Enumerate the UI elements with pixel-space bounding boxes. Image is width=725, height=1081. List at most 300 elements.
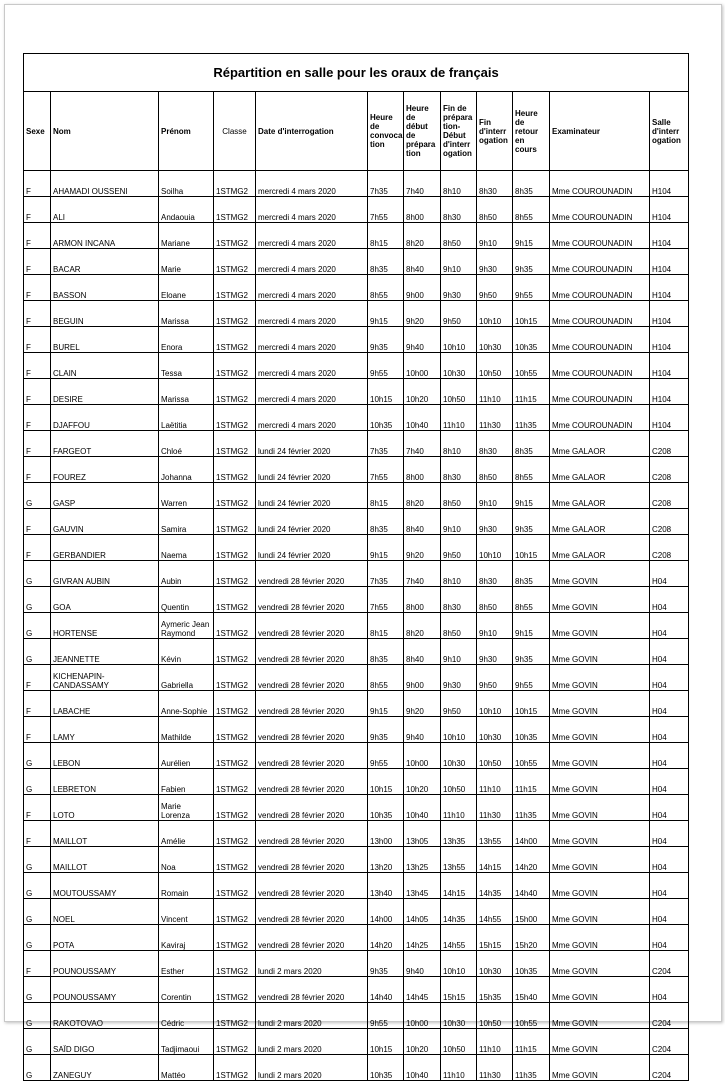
cell-convocation: 9h15 bbox=[368, 301, 404, 327]
cell-classe: 1STMG2 bbox=[214, 483, 256, 509]
cell-fin-preparation: 9h50 bbox=[441, 535, 477, 561]
cell-convocation: 7h55 bbox=[368, 587, 404, 613]
cell-nom: POUNOUSSAMY bbox=[51, 977, 159, 1003]
cell-convocation: 13h40 bbox=[368, 873, 404, 899]
cell-debut-preparation: 8h00 bbox=[404, 587, 441, 613]
cell-salle: H04 bbox=[650, 847, 689, 873]
cell-retour: 11h35 bbox=[513, 405, 550, 431]
cell-fin-interrogation: 10h30 bbox=[477, 327, 513, 353]
cell-fin-preparation: 9h50 bbox=[441, 301, 477, 327]
cell-fin-preparation: 8h30 bbox=[441, 457, 477, 483]
cell-nom: MOUTOUSSAMY bbox=[51, 873, 159, 899]
column-header: Fin d'interr ogation bbox=[477, 92, 513, 171]
cell-convocation: 9h55 bbox=[368, 353, 404, 379]
column-header: Prénom bbox=[159, 92, 214, 171]
table-row bbox=[24, 509, 689, 535]
cell-nom: GOA bbox=[51, 587, 159, 613]
cell-classe: 1STMG2 bbox=[214, 743, 256, 769]
cell-date: vendredi 28 février 2020 bbox=[256, 899, 368, 925]
cell-date: lundi 24 février 2020 bbox=[256, 509, 368, 535]
table-row bbox=[24, 171, 689, 197]
cell-fin-preparation: 10h10 bbox=[441, 717, 477, 743]
table-row bbox=[24, 431, 689, 457]
cell-nom: GASP bbox=[51, 483, 159, 509]
cell-convocation: 7h55 bbox=[368, 197, 404, 223]
cell-date: vendredi 28 février 2020 bbox=[256, 769, 368, 795]
cell-fin-interrogation: 11h30 bbox=[477, 405, 513, 431]
cell-fin-preparation: 10h50 bbox=[441, 1029, 477, 1055]
table-row bbox=[24, 327, 689, 353]
cell-salle: H104 bbox=[650, 327, 689, 353]
cell-convocation: 8h15 bbox=[368, 613, 404, 639]
cell-classe: 1STMG2 bbox=[214, 1029, 256, 1055]
cell-salle: H04 bbox=[650, 691, 689, 717]
cell-date: lundi 24 février 2020 bbox=[256, 535, 368, 561]
cell-fin-preparation: 10h50 bbox=[441, 379, 477, 405]
cell-debut-preparation: 13h25 bbox=[404, 847, 441, 873]
cell-fin-preparation: 15h15 bbox=[441, 977, 477, 1003]
cell-convocation: 9h15 bbox=[368, 691, 404, 717]
cell-fin-interrogation: 10h50 bbox=[477, 1003, 513, 1029]
cell-fin-interrogation: 10h10 bbox=[477, 691, 513, 717]
cell-date: vendredi 28 février 2020 bbox=[256, 847, 368, 873]
cell-salle: H04 bbox=[650, 977, 689, 1003]
table-row bbox=[24, 613, 689, 639]
cell-debut-preparation: 10h20 bbox=[404, 379, 441, 405]
cell-fin-interrogation: 8h30 bbox=[477, 171, 513, 197]
cell-classe: 1STMG2 bbox=[214, 535, 256, 561]
cell-debut-preparation: 9h20 bbox=[404, 691, 441, 717]
title-row bbox=[24, 54, 689, 92]
cell-retour: 11h15 bbox=[513, 769, 550, 795]
cell-fin-preparation: 13h35 bbox=[441, 821, 477, 847]
cell-salle: C204 bbox=[650, 1029, 689, 1055]
cell-examinateur: Mme GALAOR bbox=[550, 535, 650, 561]
table-row bbox=[24, 925, 689, 951]
cell-fin-interrogation: 8h50 bbox=[477, 587, 513, 613]
cell-fin-preparation: 8h50 bbox=[441, 483, 477, 509]
cell-prenom: Aubin bbox=[159, 561, 214, 587]
cell-debut-preparation: 10h00 bbox=[404, 743, 441, 769]
cell-examinateur: Mme GOVIN bbox=[550, 743, 650, 769]
cell-fin-interrogation: 9h50 bbox=[477, 665, 513, 691]
table-row bbox=[24, 717, 689, 743]
cell-fin-interrogation: 10h10 bbox=[477, 301, 513, 327]
table-row bbox=[24, 899, 689, 925]
cell-fin-interrogation: 10h30 bbox=[477, 717, 513, 743]
cell-fin-interrogation: 8h50 bbox=[477, 457, 513, 483]
cell-classe: 1STMG2 bbox=[214, 275, 256, 301]
cell-retour: 9h55 bbox=[513, 275, 550, 301]
cell-nom: FARGEOT bbox=[51, 431, 159, 457]
cell-debut-preparation: 9h40 bbox=[404, 717, 441, 743]
cell-nom: LOTO bbox=[51, 795, 159, 821]
cell-fin-preparation: 9h10 bbox=[441, 639, 477, 665]
cell-convocation: 10h35 bbox=[368, 405, 404, 431]
cell-nom: NOEL bbox=[51, 899, 159, 925]
cell-examinateur: Mme COUROUNADIN bbox=[550, 301, 650, 327]
cell-fin-preparation: 11h10 bbox=[441, 795, 477, 821]
cell-examinateur: Mme COUROUNADIN bbox=[550, 379, 650, 405]
cell-sexe: F bbox=[24, 405, 51, 431]
cell-convocation: 14h20 bbox=[368, 925, 404, 951]
cell-retour: 11h15 bbox=[513, 379, 550, 405]
cell-fin-interrogation: 11h30 bbox=[477, 1055, 513, 1081]
table-row bbox=[24, 249, 689, 275]
cell-debut-preparation: 8h00 bbox=[404, 197, 441, 223]
column-header: Classe bbox=[214, 92, 256, 171]
table-row bbox=[24, 795, 689, 821]
cell-date: lundi 2 mars 2020 bbox=[256, 1003, 368, 1029]
cell-examinateur: Mme GOVIN bbox=[550, 873, 650, 899]
cell-retour: 8h55 bbox=[513, 587, 550, 613]
cell-debut-preparation: 8h00 bbox=[404, 457, 441, 483]
cell-convocation: 13h00 bbox=[368, 821, 404, 847]
cell-nom: ALI bbox=[51, 197, 159, 223]
cell-fin-preparation: 10h10 bbox=[441, 327, 477, 353]
cell-salle: H104 bbox=[650, 249, 689, 275]
cell-nom: CLAIN bbox=[51, 353, 159, 379]
table-row bbox=[24, 665, 689, 691]
cell-retour: 11h15 bbox=[513, 1029, 550, 1055]
cell-nom: POTA bbox=[51, 925, 159, 951]
cell-date: mercredi 4 mars 2020 bbox=[256, 275, 368, 301]
cell-sexe: G bbox=[24, 743, 51, 769]
cell-sexe: G bbox=[24, 1029, 51, 1055]
cell-examinateur: Mme GOVIN bbox=[550, 795, 650, 821]
cell-examinateur: Mme GOVIN bbox=[550, 587, 650, 613]
cell-fin-preparation: 9h30 bbox=[441, 665, 477, 691]
cell-fin-interrogation: 8h50 bbox=[477, 197, 513, 223]
cell-debut-preparation: 9h00 bbox=[404, 275, 441, 301]
cell-date: mercredi 4 mars 2020 bbox=[256, 405, 368, 431]
cell-examinateur: Mme GOVIN bbox=[550, 665, 650, 691]
cell-date: lundi 24 février 2020 bbox=[256, 431, 368, 457]
cell-fin-preparation: 10h30 bbox=[441, 353, 477, 379]
table-row bbox=[24, 405, 689, 431]
cell-examinateur: Mme GOVIN bbox=[550, 561, 650, 587]
cell-date: vendredi 28 février 2020 bbox=[256, 977, 368, 1003]
cell-classe: 1STMG2 bbox=[214, 1003, 256, 1029]
cell-convocation: 8h55 bbox=[368, 275, 404, 301]
cell-retour: 10h35 bbox=[513, 951, 550, 977]
cell-classe: 1STMG2 bbox=[214, 561, 256, 587]
cell-date: vendredi 28 février 2020 bbox=[256, 613, 368, 639]
column-header: Date d'interrogation bbox=[256, 92, 368, 171]
cell-nom: LEBON bbox=[51, 743, 159, 769]
cell-classe: 1STMG2 bbox=[214, 223, 256, 249]
cell-debut-preparation: 8h40 bbox=[404, 639, 441, 665]
cell-date: vendredi 28 février 2020 bbox=[256, 925, 368, 951]
cell-debut-preparation: 7h40 bbox=[404, 431, 441, 457]
cell-convocation: 9h55 bbox=[368, 743, 404, 769]
cell-classe: 1STMG2 bbox=[214, 301, 256, 327]
column-header: Fin de prépara tion- Début d'interr ogation bbox=[441, 92, 477, 171]
cell-sexe: G bbox=[24, 769, 51, 795]
cell-classe: 1STMG2 bbox=[214, 821, 256, 847]
cell-sexe: G bbox=[24, 1003, 51, 1029]
cell-debut-preparation: 9h20 bbox=[404, 535, 441, 561]
document-title: Répartition en salle pour les oraux de français bbox=[24, 54, 689, 92]
cell-sexe: G bbox=[24, 639, 51, 665]
cell-retour: 8h55 bbox=[513, 197, 550, 223]
table-row bbox=[24, 587, 689, 613]
cell-salle: H104 bbox=[650, 171, 689, 197]
cell-examinateur: Mme COUROUNADIN bbox=[550, 223, 650, 249]
cell-salle: H04 bbox=[650, 743, 689, 769]
cell-convocation: 10h15 bbox=[368, 1029, 404, 1055]
cell-date: lundi 2 mars 2020 bbox=[256, 951, 368, 977]
column-header: Heure de retour en cours bbox=[513, 92, 550, 171]
cell-nom: BACAR bbox=[51, 249, 159, 275]
cell-fin-interrogation: 10h50 bbox=[477, 353, 513, 379]
cell-prenom: Marie bbox=[159, 249, 214, 275]
cell-retour: 8h35 bbox=[513, 431, 550, 457]
cell-sexe: G bbox=[24, 561, 51, 587]
cell-convocation: 10h35 bbox=[368, 1055, 404, 1081]
cell-retour: 8h55 bbox=[513, 457, 550, 483]
cell-sexe: F bbox=[24, 951, 51, 977]
cell-fin-preparation: 8h10 bbox=[441, 171, 477, 197]
cell-debut-preparation: 7h40 bbox=[404, 171, 441, 197]
cell-nom: DESIRE bbox=[51, 379, 159, 405]
cell-fin-interrogation: 11h10 bbox=[477, 379, 513, 405]
table-row bbox=[24, 197, 689, 223]
cell-nom: BEGUIN bbox=[51, 301, 159, 327]
cell-nom: LAMY bbox=[51, 717, 159, 743]
cell-sexe: G bbox=[24, 899, 51, 925]
cell-nom: DJAFFOU bbox=[51, 405, 159, 431]
table-row bbox=[24, 769, 689, 795]
cell-fin-preparation: 10h30 bbox=[441, 1003, 477, 1029]
cell-debut-preparation: 7h40 bbox=[404, 561, 441, 587]
cell-fin-preparation: 9h10 bbox=[441, 249, 477, 275]
cell-fin-interrogation: 13h55 bbox=[477, 821, 513, 847]
cell-fin-interrogation: 10h30 bbox=[477, 951, 513, 977]
cell-retour: 9h35 bbox=[513, 249, 550, 275]
cell-date: vendredi 28 février 2020 bbox=[256, 587, 368, 613]
cell-classe: 1STMG2 bbox=[214, 769, 256, 795]
cell-date: mercredi 4 mars 2020 bbox=[256, 197, 368, 223]
cell-fin-interrogation: 15h35 bbox=[477, 977, 513, 1003]
cell-classe: 1STMG2 bbox=[214, 405, 256, 431]
cell-examinateur: Mme GOVIN bbox=[550, 639, 650, 665]
cell-date: vendredi 28 février 2020 bbox=[256, 665, 368, 691]
cell-convocation: 8h35 bbox=[368, 639, 404, 665]
cell-examinateur: Mme COUROUNADIN bbox=[550, 275, 650, 301]
cell-sexe: F bbox=[24, 379, 51, 405]
cell-prenom: Kaviraj bbox=[159, 925, 214, 951]
cell-classe: 1STMG2 bbox=[214, 197, 256, 223]
cell-salle: H04 bbox=[650, 587, 689, 613]
cell-classe: 1STMG2 bbox=[214, 795, 256, 821]
cell-fin-interrogation: 9h10 bbox=[477, 613, 513, 639]
cell-classe: 1STMG2 bbox=[214, 457, 256, 483]
cell-retour: 15h00 bbox=[513, 899, 550, 925]
cell-debut-preparation: 10h20 bbox=[404, 769, 441, 795]
cell-date: vendredi 28 février 2020 bbox=[256, 821, 368, 847]
cell-convocation: 9h35 bbox=[368, 717, 404, 743]
cell-classe: 1STMG2 bbox=[214, 691, 256, 717]
cell-retour: 10h35 bbox=[513, 717, 550, 743]
cell-date: vendredi 28 février 2020 bbox=[256, 717, 368, 743]
cell-date: vendredi 28 février 2020 bbox=[256, 873, 368, 899]
cell-prenom: Mattéo bbox=[159, 1055, 214, 1081]
cell-retour: 14h00 bbox=[513, 821, 550, 847]
cell-prenom: Mathilde bbox=[159, 717, 214, 743]
cell-examinateur: Mme GOVIN bbox=[550, 1055, 650, 1081]
cell-examinateur: Mme GOVIN bbox=[550, 977, 650, 1003]
cell-prenom: Chloé bbox=[159, 431, 214, 457]
cell-salle: H04 bbox=[650, 639, 689, 665]
cell-date: lundi 2 mars 2020 bbox=[256, 1055, 368, 1081]
cell-salle: H104 bbox=[650, 223, 689, 249]
cell-retour: 8h35 bbox=[513, 171, 550, 197]
cell-prenom: Corentin bbox=[159, 977, 214, 1003]
cell-prenom: Romain bbox=[159, 873, 214, 899]
page-sheet bbox=[4, 4, 722, 1080]
cell-debut-preparation: 10h20 bbox=[404, 1029, 441, 1055]
cell-nom: ARMON INCANA bbox=[51, 223, 159, 249]
schedule-table bbox=[23, 53, 689, 1081]
cell-prenom: Aurélien bbox=[159, 743, 214, 769]
table-row bbox=[24, 379, 689, 405]
cell-sexe: F bbox=[24, 717, 51, 743]
cell-salle: H04 bbox=[650, 665, 689, 691]
cell-fin-interrogation: 8h30 bbox=[477, 431, 513, 457]
cell-sexe: G bbox=[24, 1055, 51, 1081]
cell-retour: 8h35 bbox=[513, 561, 550, 587]
cell-nom: KICHENAPIN-CANDASSAMY bbox=[51, 665, 159, 691]
cell-fin-interrogation: 14h15 bbox=[477, 847, 513, 873]
cell-retour: 9h35 bbox=[513, 509, 550, 535]
cell-convocation: 7h35 bbox=[368, 561, 404, 587]
cell-debut-preparation: 9h40 bbox=[404, 951, 441, 977]
cell-retour: 14h20 bbox=[513, 847, 550, 873]
cell-examinateur: Mme GOVIN bbox=[550, 821, 650, 847]
cell-convocation: 8h15 bbox=[368, 223, 404, 249]
cell-nom: BUREL bbox=[51, 327, 159, 353]
cell-salle: H104 bbox=[650, 353, 689, 379]
cell-fin-interrogation: 9h30 bbox=[477, 639, 513, 665]
cell-retour: 9h15 bbox=[513, 483, 550, 509]
cell-convocation: 8h15 bbox=[368, 483, 404, 509]
cell-salle: H04 bbox=[650, 717, 689, 743]
cell-salle: H04 bbox=[650, 899, 689, 925]
cell-prenom: Laëtitia bbox=[159, 405, 214, 431]
cell-sexe: G bbox=[24, 977, 51, 1003]
cell-classe: 1STMG2 bbox=[214, 717, 256, 743]
cell-convocation: 10h15 bbox=[368, 379, 404, 405]
cell-salle: H04 bbox=[650, 613, 689, 639]
table-row bbox=[24, 951, 689, 977]
cell-debut-preparation: 9h20 bbox=[404, 301, 441, 327]
cell-sexe: F bbox=[24, 509, 51, 535]
header-row bbox=[24, 92, 689, 171]
cell-prenom: Cédric bbox=[159, 1003, 214, 1029]
cell-prenom: Kévin bbox=[159, 639, 214, 665]
cell-classe: 1STMG2 bbox=[214, 249, 256, 275]
cell-date: mercredi 4 mars 2020 bbox=[256, 353, 368, 379]
table-row bbox=[24, 639, 689, 665]
cell-sexe: F bbox=[24, 301, 51, 327]
column-header: Heure de début de prépara tion bbox=[404, 92, 441, 171]
cell-debut-preparation: 10h00 bbox=[404, 353, 441, 379]
cell-examinateur: Mme COUROUNADIN bbox=[550, 405, 650, 431]
cell-date: mercredi 4 mars 2020 bbox=[256, 223, 368, 249]
cell-fin-interrogation: 14h55 bbox=[477, 899, 513, 925]
cell-fin-interrogation: 10h50 bbox=[477, 743, 513, 769]
cell-fin-preparation: 14h55 bbox=[441, 925, 477, 951]
cell-classe: 1STMG2 bbox=[214, 925, 256, 951]
table-row bbox=[24, 977, 689, 1003]
cell-convocation: 7h55 bbox=[368, 457, 404, 483]
cell-classe: 1STMG2 bbox=[214, 665, 256, 691]
cell-fin-interrogation: 15h15 bbox=[477, 925, 513, 951]
cell-retour: 9h35 bbox=[513, 639, 550, 665]
cell-salle: C204 bbox=[650, 1055, 689, 1081]
cell-sexe: F bbox=[24, 665, 51, 691]
cell-salle: H04 bbox=[650, 873, 689, 899]
cell-fin-preparation: 9h10 bbox=[441, 509, 477, 535]
cell-classe: 1STMG2 bbox=[214, 873, 256, 899]
cell-classe: 1STMG2 bbox=[214, 847, 256, 873]
table-row bbox=[24, 873, 689, 899]
cell-nom: POUNOUSSAMY bbox=[51, 951, 159, 977]
cell-convocation: 7h35 bbox=[368, 431, 404, 457]
cell-fin-preparation: 9h50 bbox=[441, 691, 477, 717]
cell-sexe: F bbox=[24, 223, 51, 249]
cell-salle: H04 bbox=[650, 795, 689, 821]
cell-classe: 1STMG2 bbox=[214, 977, 256, 1003]
cell-date: vendredi 28 février 2020 bbox=[256, 561, 368, 587]
table-row bbox=[24, 691, 689, 717]
cell-debut-preparation: 8h40 bbox=[404, 509, 441, 535]
table-row bbox=[24, 743, 689, 769]
cell-sexe: F bbox=[24, 249, 51, 275]
cell-nom: LABACHE bbox=[51, 691, 159, 717]
cell-date: mercredi 4 mars 2020 bbox=[256, 301, 368, 327]
cell-classe: 1STMG2 bbox=[214, 171, 256, 197]
cell-classe: 1STMG2 bbox=[214, 353, 256, 379]
cell-fin-preparation: 11h10 bbox=[441, 1055, 477, 1081]
cell-date: mercredi 4 mars 2020 bbox=[256, 171, 368, 197]
cell-nom: JEANNETTE bbox=[51, 639, 159, 665]
cell-prenom: Gabriella bbox=[159, 665, 214, 691]
cell-convocation: 9h35 bbox=[368, 951, 404, 977]
cell-retour: 14h40 bbox=[513, 873, 550, 899]
cell-retour: 15h20 bbox=[513, 925, 550, 951]
cell-salle: H104 bbox=[650, 275, 689, 301]
cell-examinateur: Mme GALAOR bbox=[550, 509, 650, 535]
cell-prenom: Mariane bbox=[159, 223, 214, 249]
cell-retour: 11h35 bbox=[513, 1055, 550, 1081]
cell-debut-preparation: 8h20 bbox=[404, 223, 441, 249]
cell-sexe: G bbox=[24, 483, 51, 509]
cell-fin-interrogation: 11h30 bbox=[477, 795, 513, 821]
cell-fin-preparation: 8h50 bbox=[441, 613, 477, 639]
cell-fin-interrogation: 9h50 bbox=[477, 275, 513, 301]
table-row bbox=[24, 457, 689, 483]
cell-sexe: F bbox=[24, 691, 51, 717]
cell-prenom: Johanna bbox=[159, 457, 214, 483]
cell-classe: 1STMG2 bbox=[214, 639, 256, 665]
cell-fin-interrogation: 11h10 bbox=[477, 1029, 513, 1055]
cell-debut-preparation: 14h25 bbox=[404, 925, 441, 951]
table-row bbox=[24, 1055, 689, 1081]
cell-fin-interrogation: 9h30 bbox=[477, 509, 513, 535]
cell-prenom: Quentin bbox=[159, 587, 214, 613]
